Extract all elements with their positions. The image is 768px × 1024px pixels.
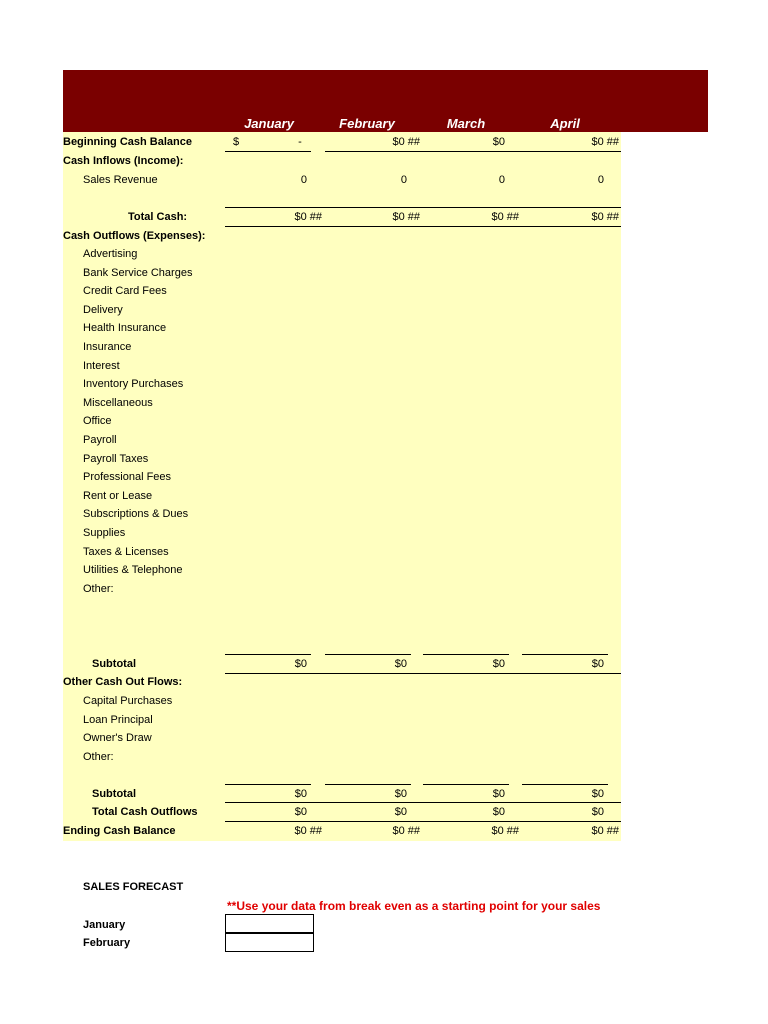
beginning-balance-mar[interactable]: $0: [492, 136, 505, 148]
other-subtotal-apr[interactable]: $0: [591, 788, 604, 800]
subtotal-underline: [225, 673, 621, 674]
expenses-subtotal-label: Subtotal: [92, 658, 136, 670]
underline: [325, 151, 621, 152]
expense-item-label: Other:: [83, 582, 114, 595]
cash-inflows-heading: Cash Inflows (Income):: [63, 155, 184, 167]
ending-balance-label: Ending Cash Balance: [63, 825, 176, 837]
expense-item-label: Office: [83, 415, 112, 428]
sales-forecast-month-february: February: [83, 937, 131, 949]
total-cash-underline: [225, 226, 621, 227]
expense-item-label: Credit Card Fees: [83, 285, 167, 298]
total-outflows-feb[interactable]: $0: [394, 806, 407, 818]
total-outflows-mar[interactable]: $0: [492, 806, 505, 818]
other-outflows-heading: Other Cash Out Flows:: [63, 676, 183, 688]
beginning-balance-apr[interactable]: $0 ##: [591, 136, 619, 148]
month-header-february: February: [339, 116, 395, 131]
expense-item-label: Inventory Purchases: [83, 378, 184, 391]
sales-revenue-label: Sales Revenue: [83, 174, 158, 186]
other-outflow-item-label: Capital Purchases: [83, 695, 173, 707]
expense-item-label: Professional Fees: [83, 471, 172, 484]
other-subtotal-mar[interactable]: $0: [492, 788, 505, 800]
ending-balance-feb[interactable]: $0 ##: [392, 825, 420, 837]
expense-item-label: Interest: [83, 359, 120, 372]
ending-balance-mar[interactable]: $0 ##: [491, 825, 519, 837]
total-cash-label: Total Cash:: [128, 211, 188, 223]
expense-item-label: Taxes & Licenses: [83, 545, 169, 558]
sales-forecast-title: SALES FORECAST: [83, 881, 184, 893]
total-outflows-jan[interactable]: $0: [294, 806, 307, 818]
expenses-subtotal-mar[interactable]: $0: [492, 658, 505, 670]
expense-item-label: Advertising: [83, 248, 138, 260]
expenses-subtotal-apr[interactable]: $0: [591, 658, 604, 670]
ending-balance-jan[interactable]: $0 ##: [294, 825, 322, 837]
total-cash-apr[interactable]: $0 ##: [591, 211, 619, 223]
expense-item-label: Supplies: [83, 527, 126, 539]
other-subtotal-label: Subtotal: [92, 788, 136, 800]
expense-item-label: Payroll Taxes: [83, 452, 149, 465]
sales-revenue-jan[interactable]: 0: [300, 174, 307, 186]
expense-item-label: Rent or Lease: [83, 489, 153, 502]
month-header-march: March: [446, 116, 486, 131]
expense-item-label: Delivery: [83, 303, 123, 316]
sales-revenue-feb[interactable]: 0: [400, 174, 407, 186]
beginning-balance-label: Beginning Cash Balance: [63, 136, 192, 148]
total-cash-jan[interactable]: $0 ##: [294, 211, 322, 223]
expenses-subtotal-jan[interactable]: $0: [294, 658, 307, 670]
expense-item-label: Subscriptions & Dues: [83, 508, 189, 521]
other-outflow-item-label: Loan Principal: [83, 713, 153, 726]
expenses-subtotal-feb[interactable]: $0: [394, 658, 407, 670]
sales-forecast-input-february[interactable]: [225, 933, 314, 952]
total-outflows-label: Total Cash Outflows: [92, 806, 198, 818]
beginning-balance-jan-value[interactable]: -: [298, 136, 302, 148]
cash-outflows-heading: Cash Outflows (Expenses):: [63, 230, 206, 242]
other-subtotal-jan[interactable]: $0: [294, 788, 307, 800]
total-cash-feb[interactable]: $0 ##: [392, 211, 420, 223]
expense-item-label: Health Insurance: [83, 322, 167, 335]
ending-balance-apr[interactable]: $0 ##: [591, 825, 619, 837]
other-outflow-item-label: Owner's Draw: [83, 732, 152, 745]
sales-revenue-mar[interactable]: 0: [498, 174, 505, 186]
beginning-balance-feb[interactable]: $0 ##: [392, 136, 420, 148]
sales-forecast-note: **Use your data from break even as a starting point for your sales: [227, 899, 601, 913]
other-subtotal-feb[interactable]: $0: [394, 788, 407, 800]
beginning-balance-jan-symbol[interactable]: $: [233, 136, 240, 148]
underline: [225, 151, 311, 152]
expense-item-label: Bank Service Charges: [83, 266, 193, 279]
sales-revenue-apr[interactable]: 0: [597, 174, 604, 186]
month-header-january: January: [244, 116, 294, 131]
other-outflow-item-label: Other:: [83, 750, 114, 763]
sales-forecast-input-january[interactable]: [225, 914, 314, 933]
expense-item-label: Utilities & Telephone: [83, 564, 183, 577]
month-header-april: April: [550, 116, 580, 131]
expense-item-label: Insurance: [83, 341, 132, 353]
sales-forecast-month-january: January: [83, 919, 126, 931]
expense-item-label: Payroll: [83, 434, 117, 446]
total-cash-mar[interactable]: $0 ##: [491, 211, 519, 223]
total-outflows-apr[interactable]: $0: [591, 806, 604, 818]
expense-item-label: Miscellaneous: [83, 396, 153, 409]
